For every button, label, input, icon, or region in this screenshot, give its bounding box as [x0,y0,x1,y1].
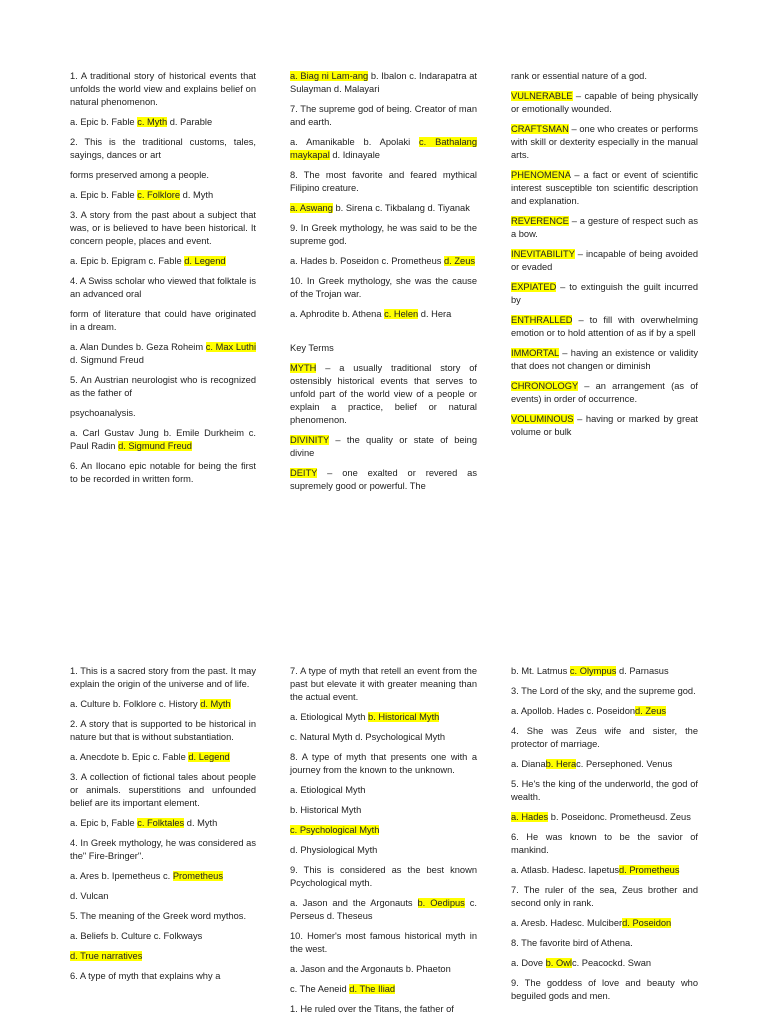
top-column-1 [70,70,256,493]
highlighted-answer: b. Owl [545,958,572,968]
bottom-column-3 [511,665,698,1010]
text-run: b. Mt. Latmus [511,666,570,676]
text-paragraph: 4. She was Zeus wife and sister, the protector of marriage. [511,726,698,749]
text-paragraph [511,380,698,406]
text-paragraph [290,308,477,321]
text-paragraph [511,314,698,340]
highlighted-answer: EXPIATED [511,282,557,292]
text-run: a. Culture b. Folklore c. History [70,699,201,709]
text-paragraph: 4. In Greek mythology, he was considered as the" Fire-Bringer". [70,838,256,861]
text-paragraph [511,758,698,771]
text-paragraph [70,341,256,367]
text-paragraph [290,467,477,493]
text-paragraph: 3. A story from the past about a subject that was, or is believed to have been historical. It concern people, places and event. [70,210,256,246]
text-paragraph [511,169,698,208]
highlighted-answer: b. Hera [545,759,577,769]
highlighted-answer: b. Oedipus [417,898,465,908]
text-run: – having or marked by great volume or bulk [511,414,698,437]
text-paragraph: 8. A type of myth that presents one with a journey from the known to the unknown. [290,752,477,775]
highlighted-answer: VOLUMINOUS [511,414,574,424]
text-paragraph [290,255,477,268]
text-run: d. Myth [184,818,218,828]
highlighted-answer: DEITY [290,468,318,478]
text-paragraph: b. Historical Myth [290,805,362,815]
text-run: – a gesture of respect such as a bow. [511,216,698,239]
text-run: a. Etiological Myth [290,712,369,722]
text-paragraph: rank or essential nature of a god. [511,71,647,81]
text-run: – a fact or event of scientific interest susceptible ton scientific description and explanation. [511,170,698,206]
text-run: d. Hera [418,309,452,319]
text-paragraph [511,281,698,307]
text-paragraph: 5. An Austrian neurologist who is recognized as the father of [70,375,256,398]
text-paragraph: 8. The favorite bird of Athena. [511,938,633,948]
text-run: a. Diana [511,759,546,769]
highlighted-answer: d. Zeus [444,256,476,266]
text-paragraph [70,950,256,963]
text-paragraph: a. Jason and the Argonauts b. Phaeton [290,964,451,974]
text-paragraph: 6. An Ilocano epic notable for being the first to be recorded in written form. [70,461,256,484]
highlighted-answer: IMMORTAL [511,348,559,358]
text-run: d. Sigmund Freud [70,355,144,365]
text-paragraph [70,427,256,453]
text-paragraph [70,189,256,202]
text-paragraph: 2. A story that is supported to be historical in nature but that is without substantiation. [70,719,256,742]
text-paragraph: c. Natural Myth d. Psychological Myth [290,732,446,742]
text-run: a. Jason and the Argonauts [290,898,418,908]
highlighted-answer: d. Prometheus [619,865,680,875]
text-paragraph [511,215,698,241]
text-paragraph [290,983,477,996]
highlighted-answer: c. Psychological Myth [290,825,380,835]
text-run: a. Alan Dundes b. Geza Roheim [70,342,206,352]
text-paragraph [290,434,477,460]
highlighted-answer: PHENOMENA [511,170,571,180]
text-paragraph: 8. The most favorite and feared mythical Filipino creature. [290,170,477,193]
highlighted-answer: c. Myth [137,117,168,127]
highlighted-answer: c. Max Luthi [205,342,257,352]
text-paragraph: 9. In Greek mythology, he was said to be the supreme god. [290,223,477,246]
text-paragraph: a. Beliefs b. Culture c. Folkways [70,931,203,941]
text-paragraph [290,136,477,162]
text-paragraph: d. Physiological Myth [290,845,378,855]
highlighted-answer: d. Legend [184,256,226,266]
text-run: d. Myth [180,190,214,200]
bottom-column-2 [290,665,477,1023]
highlighted-answer: CHRONOLOGY [511,381,578,391]
text-run: a. Epic b. Epigram c. Fable [70,256,185,266]
text-paragraph: 3. The Lord of the sky, and the supreme god. [511,686,696,696]
text-paragraph [70,698,256,711]
text-paragraph: 9. The goddess of love and beauty who beguiled gods and men. [511,978,698,1001]
text-run: c. Persephoned. Venus [576,759,673,769]
text-paragraph: 9. This is considered as the best known Pcychological myth. [290,865,477,888]
text-run: c. Perseus d. Theseus [290,898,477,921]
text-paragraph: 6. A type of myth that explains why a [70,971,221,981]
text-run: – having an existence or validity that does not changen or diminish [511,348,698,371]
text-run: a. Epic b. Fable [70,117,138,127]
text-run: a. Aphrodite b. Athena [290,309,385,319]
text-paragraph: a. Etiological Myth [290,785,366,795]
text-paragraph: form of literature that could have originated in a dream. [70,309,256,332]
highlighted-answer: d. Poseidon [622,918,672,928]
text-run: – to extinguish the guilt incurred by [511,282,698,305]
text-paragraph [70,817,256,830]
text-paragraph [511,90,698,116]
text-run: d. Parnasus [616,666,669,676]
highlighted-answer: DIVINITY [290,435,330,445]
text-paragraph: psychoanalysis. [70,408,136,418]
highlighted-answer: c. Folklore [137,190,181,200]
text-run: – capable of being physically or emotionally wounded. [511,91,698,114]
text-run: b. Sirena c. Tikbalang d. Tiyanak [332,203,470,213]
text-run: – one exalted or revered as supremely good or powerful. The [290,468,477,491]
text-paragraph [511,123,698,162]
highlighted-answer: CRAFTSMAN [511,124,569,134]
text-run: a. Anecdote b. Epic c. Fable [70,752,189,762]
text-paragraph [511,705,698,718]
highlighted-answer: c. Olympus [569,666,617,676]
text-run: a. Dove [511,958,546,968]
text-run: a. Amanikable b. Apolaki [290,137,420,147]
text-paragraph [290,362,477,427]
highlighted-answer: d. Zeus [635,706,667,716]
highlighted-answer: d. Legend [188,752,230,762]
highlighted-answer: d. True narratives [70,951,143,961]
text-run: a. Atlasb. Hadesc. Iapetus [511,865,620,875]
text-run: a. Ares b. Ipemetheus c. [70,871,173,881]
text-paragraph [70,870,256,883]
highlighted-answer: b. Historical Myth [368,712,440,722]
text-paragraph [511,413,698,439]
text-paragraph [290,70,477,96]
text-run: a. Apollob. Hades c. Poseidon [511,706,636,716]
highlighted-answer: c. Folktales [137,818,185,828]
highlighted-answer: REVERENCE [511,216,569,226]
text-paragraph: 5. The meaning of the Greek word mythos. [70,911,247,921]
text-paragraph [70,255,256,268]
text-run: a. Aresb. Hadesc. Mulciber [511,918,623,928]
text-paragraph: 4. A Swiss scholar who viewed that folktale is an advanced oral [70,276,256,299]
highlighted-answer: MYTH [290,363,317,373]
text-paragraph: 5. He's the king of the underworld, the god of wealth. [511,779,698,802]
text-paragraph: 6. He was known to be the savior of mankind. [511,832,698,855]
text-run: d. Parable [167,117,213,127]
text-paragraph [511,864,698,877]
text-paragraph [511,248,698,274]
text-paragraph [290,202,477,215]
spacer [290,328,477,342]
text-paragraph: 1. He ruled over the Titans, the father of [290,1004,454,1014]
text-paragraph: 7. A type of myth that retell an event from the past but elevate it with greater meaning than the actual event. [290,666,477,702]
highlighted-answer: d. The Iliad [349,984,396,994]
top-column-3 [511,70,698,446]
highlighted-answer: INEVITABILITY [511,249,575,259]
text-paragraph: 1. A traditional story of historical events that unfolds the world view and explains belief on natural phenomenon. [70,71,256,107]
text-run: – incapable of being avoided or evaded [511,249,698,272]
text-run: c. The Aeneid [290,984,350,994]
text-paragraph [511,957,698,970]
text-paragraph: forms preserved among a people. [70,170,210,180]
text-run: – to fill with overwhelming emotion or to hold attention of as if by a spell [511,315,698,338]
highlighted-answer: VULNERABLE [511,91,573,101]
text-run: – a usually traditional story of ostensibly historical events that serves to unfold part of the world view of a people or explain a practice, belief or natural phenomenon. [290,363,477,425]
text-paragraph [70,751,256,764]
top-column-2 [290,70,477,500]
highlighted-answer: a. Hades [511,812,549,822]
highlighted-answer: d. Sigmund Freud [118,441,192,451]
text-run: b. Poseidonc. Prometheusd. Zeus [548,812,691,822]
text-paragraph: 10. In Greek mythology, she was the cause of the Trojan war. [290,276,477,299]
text-run: a. Epic b, Fable [70,818,138,828]
highlighted-answer: Prometheus [172,871,223,881]
text-run: d. Idinayale [329,150,380,160]
text-run: – one who creates or performs with skill or dexterity especially in the manual arts. [511,124,698,160]
text-paragraph: 10. Homer's most famous historical myth in the west. [290,931,477,954]
text-paragraph [290,824,477,837]
text-paragraph [511,665,698,678]
text-paragraph: d. Vulcan [70,891,109,901]
highlighted-answer: d. Myth [200,699,231,709]
text-paragraph [511,811,698,824]
highlighted-answer: a. Aswang [290,203,333,213]
bottom-column-1 [70,665,256,990]
text-run: – an arrangement (as of events) in order of occurrence. [511,381,698,404]
highlighted-answer: c. Bathalang maykapal [290,137,478,160]
text-paragraph [511,917,698,930]
highlighted-answer: c. Helen [384,309,419,319]
text-paragraph: 2. This is the traditional customs, tales, sayings, dances or art [70,137,256,160]
highlighted-answer: a. Biag ni Lam-ang [290,71,369,81]
text-paragraph [70,116,256,129]
highlighted-answer: ENTHRALLED [511,315,573,325]
text-paragraph [290,711,477,724]
text-run: b. Ibalon c. Indarapatra at Sulayman d. Malayari [290,71,477,94]
text-paragraph: 1. This is a sacred story from the past. It may explain the origin of the universe and of life. [70,666,256,689]
text-paragraph: 3. A collection of fictional tales about people or animals. superstitions and unfounded belief are its important element. [70,772,256,808]
text-paragraph [290,897,477,923]
text-run: – the quality or state of being divine [290,435,477,458]
text-paragraph: Key Terms [290,343,334,353]
text-run: c. Peacockd. Swan [571,958,652,968]
text-paragraph [511,347,698,373]
text-paragraph: 7. The supreme god of being. Creator of man and earth. [290,104,477,127]
text-paragraph: 7. The ruler of the sea, Zeus brother and second only in rank. [511,885,698,908]
text-run: a. Hades b. Poseidon c. Prometheus [290,256,445,266]
text-run: a. Carl Gustav Jung b. Emile Durkheim c. Paul Radin [70,428,256,451]
text-run: a. Epic b. Fable [70,190,138,200]
